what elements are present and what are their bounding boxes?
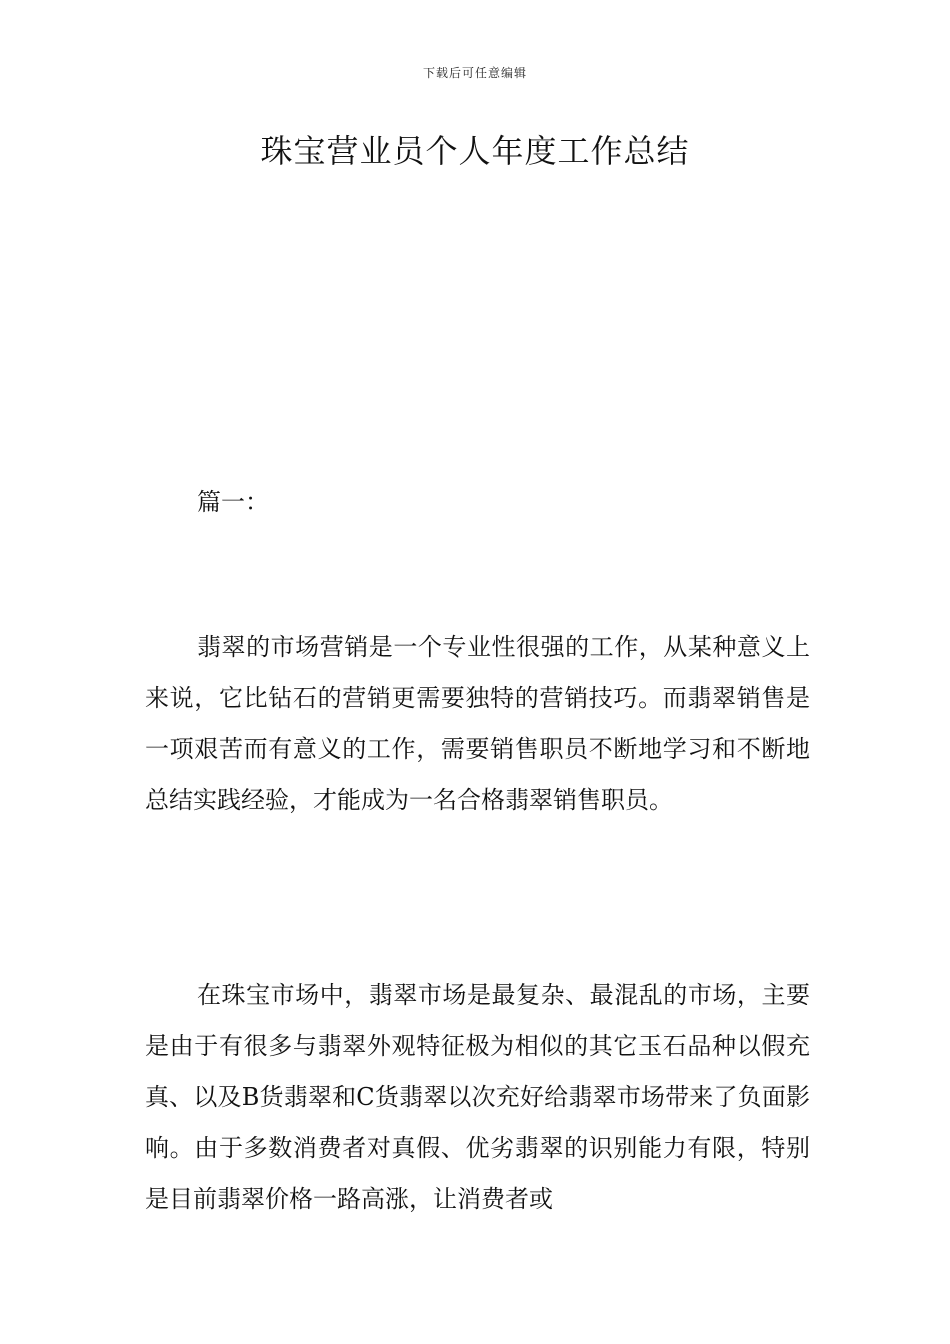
body-paragraph: 翡翠的市场营销是一个专业性很强的工作，从某种意义上来说，它比钻石的营销更需要独特的营销技巧。而翡翠销售是一项艰苦而有意义的工作，需要销售职员不断地学习和不断地总结实践经验，才能成为一名合格翡翠销售职员。 [145, 633, 810, 814]
page-header-note: 下载后可任意编辑 [422, 66, 527, 80]
document-title: 珠宝营业员个人年度工作总结 [260, 132, 690, 170]
body-paragraph: 在珠宝市场中，翡翠市场是最复杂、最混乱的市场，主要是由于有很多与翡翠外观特征极为相似的其它玉石品种以假充真、以及B货翡翠和C货翡翠以次充好给翡翠市场带来了负面影响。由于多数消费者对真假、优劣翡翠的识别能力有限，特别是目前翡翠价格一路高涨，让消费者或 [145, 981, 810, 1213]
section-label: 篇一： [197, 488, 269, 516]
